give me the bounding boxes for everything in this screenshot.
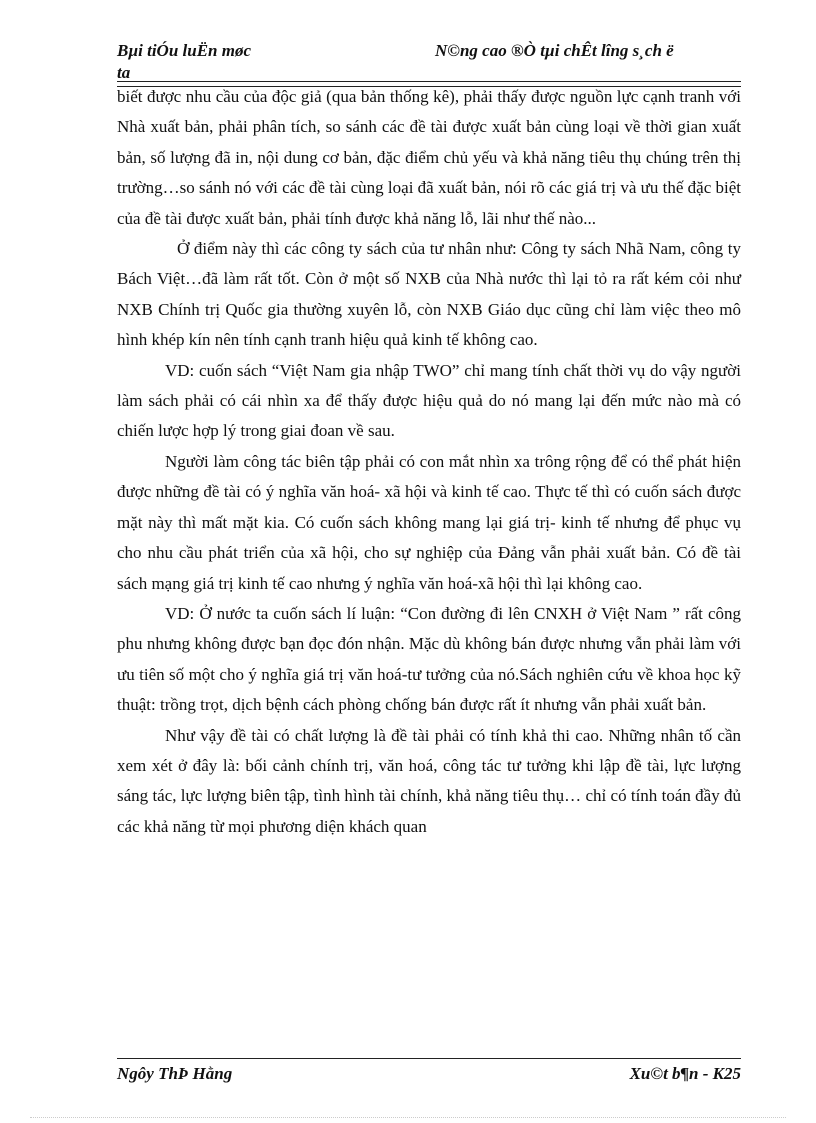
page-footer: [117, 1064, 741, 1088]
paragraph-example-cnxh: VD: Ở nước ta cuốn sách lí luận: “Con đường đi lên CNXH ở Việt Nam ” rất công phu nhưng không được bạn đọc đón nhận. Mặc dù không bán được nhưng vẫn phải làm với ưu tiên số một cho ý nghĩa giá trị văn hoá-tư tưởng của nó.Sách nghiên cứu về khoa học kỹ thuật: trồng trọt, dịch bệnh cách phòng chống bán được rất ít nhưng vẫn phải xuất bản.: [117, 603, 741, 715]
paragraph-continuation: biết được nhu cầu của độc giả (qua bản thống kê), phải thấy được nguồn lực cạnh tranh với Nhà xuất bản, phải phân tích, so sánh các đề tài được xuất bản cùng loại về thời gian xuất bản, số lượng đã in, nội dung cơ bản, đặc điểm chủ yếu và khả năng tiêu thụ chúng trên thị trường…so sánh nó với các đề tài cùng loại đã xuất bản, nói rõ các giá trị và ưu thế đặc biệt của đề tài được xuất bản, phải tính được khả năng lỗ, lãi như thế nào...: [117, 87, 741, 228]
page-header: [117, 40, 741, 84]
paragraph-feasibility: Như vậy đề tài có chất lượng là đề tài phải có tính khả thi cao. Những nhân tố cần xem xét ở đây là: bối cảnh chính trị, văn hoá, công tác tư tưởng khi lập đề tài, lực lượng sáng tác, lực lượng biên tập, tình hình tài chính, khả năng tiêu thụ… chỉ có tính toán đầy đủ các khả năng từ mọi phương diện khách quan: [117, 725, 741, 836]
paragraph-example-two: VD: cuốn sách “Việt Nam gia nhập TWO” chỉ mang tính chất thời vụ do vậy người làm sách phải có cái nhìn xa để thấy được hiệu quả do nó mang lại đến mức nào mà có chiến lược hợp lý trong giai đoan về sau.: [117, 360, 741, 441]
footer-class: Xu©t b¶n - K25: [629, 1064, 741, 1083]
header-right-text: N©ng cao ®Ò tµi chÊt lîng s¸ch ë: [435, 41, 674, 60]
page-bottom-border: [30, 1117, 786, 1118]
document-body: [117, 82, 741, 842]
paragraph-private-companies: Ở điểm này thì các công ty sách của tư nhân như: Công ty sách Nhã Nam, công ty Bách Việt…đã làm rất tốt. Còn ở một số NXB của Nhà nước thì lại tỏ ra rất kém cỏi như NXB Chính trị Quốc gia thường xuyên lỗ, còn NXB Giáo dục cũng chỉ làm việc theo mô hình khép kín nên tính cạnh tranh hiệu quả kinh tế không cao.: [117, 239, 741, 350]
footer-divider: [117, 1058, 741, 1059]
footer-author: Ngôy ThÞ Hằng: [117, 1064, 233, 1083]
header-left-text: Bµi tiÓu luËn møc ta: [117, 41, 252, 82]
paragraph-editor-vision: Người làm công tác biên tập phải có con mắt nhìn xa trông rộng để có thể phát hiện được những đề tài có ý nghĩa văn hoá- xã hội và kinh tế cao. Thực tế thì có cuốn sách được mặt này thì mất mặt kia. Có cuốn sách không mang lại giá trị- kinh tế nhưng để phục vụ cho nhu cầu phát triển của xã hội, cho sự nghiệp của Đảng vẫn phải xuất bản. Có đề tài sách mạng giá trị kinh tế cao nhưng ý nghĩa văn hoá-xã hội thì lại không cao.: [117, 451, 741, 593]
